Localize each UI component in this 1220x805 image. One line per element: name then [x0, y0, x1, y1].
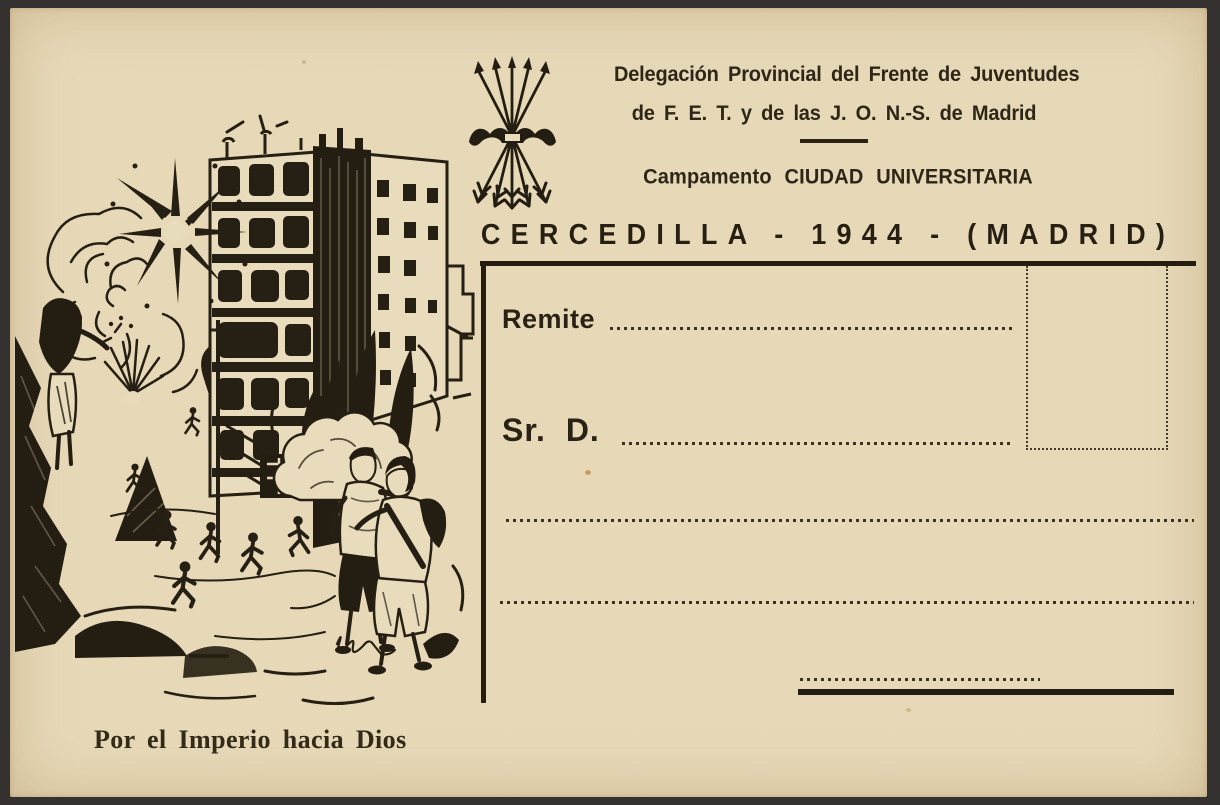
signature-write-line — [800, 678, 1040, 681]
sender-write-line — [610, 327, 1014, 330]
title-cercedilla: CERCEDILLA - 1944 - (MADRID) — [480, 219, 1176, 251]
postcard — [10, 8, 1207, 797]
addressee-write-line — [622, 442, 1014, 445]
header-line-2: de F. E. T. y de las J. O. N.-S. de Madrid — [631, 101, 1037, 126]
falange-yoke-and-arrows-emblem — [465, 56, 560, 218]
address-write-line-1 — [506, 519, 1194, 522]
address-write-line-2 — [500, 601, 1194, 604]
stamp-box — [1026, 266, 1168, 450]
addressee-label: Sr. D. — [502, 412, 600, 448]
camp-name: Campamento CIUDAD UNIVERSITARIA — [643, 165, 1033, 189]
paper-stain — [302, 60, 306, 64]
paper-stain — [585, 470, 591, 475]
form-left-border — [481, 261, 486, 703]
slogan: Por el Imperio hacia Dios — [94, 725, 407, 754]
header-block — [614, 55, 1080, 133]
bottom-rule — [798, 689, 1174, 695]
sender-label: Remite — [502, 304, 596, 334]
header-line-1: Delegación Provincial del Frente de Juventudes — [614, 62, 1080, 87]
air-raid-ruined-building-illustration — [15, 96, 475, 731]
paper-stain — [906, 708, 911, 712]
header-divider — [800, 139, 868, 143]
